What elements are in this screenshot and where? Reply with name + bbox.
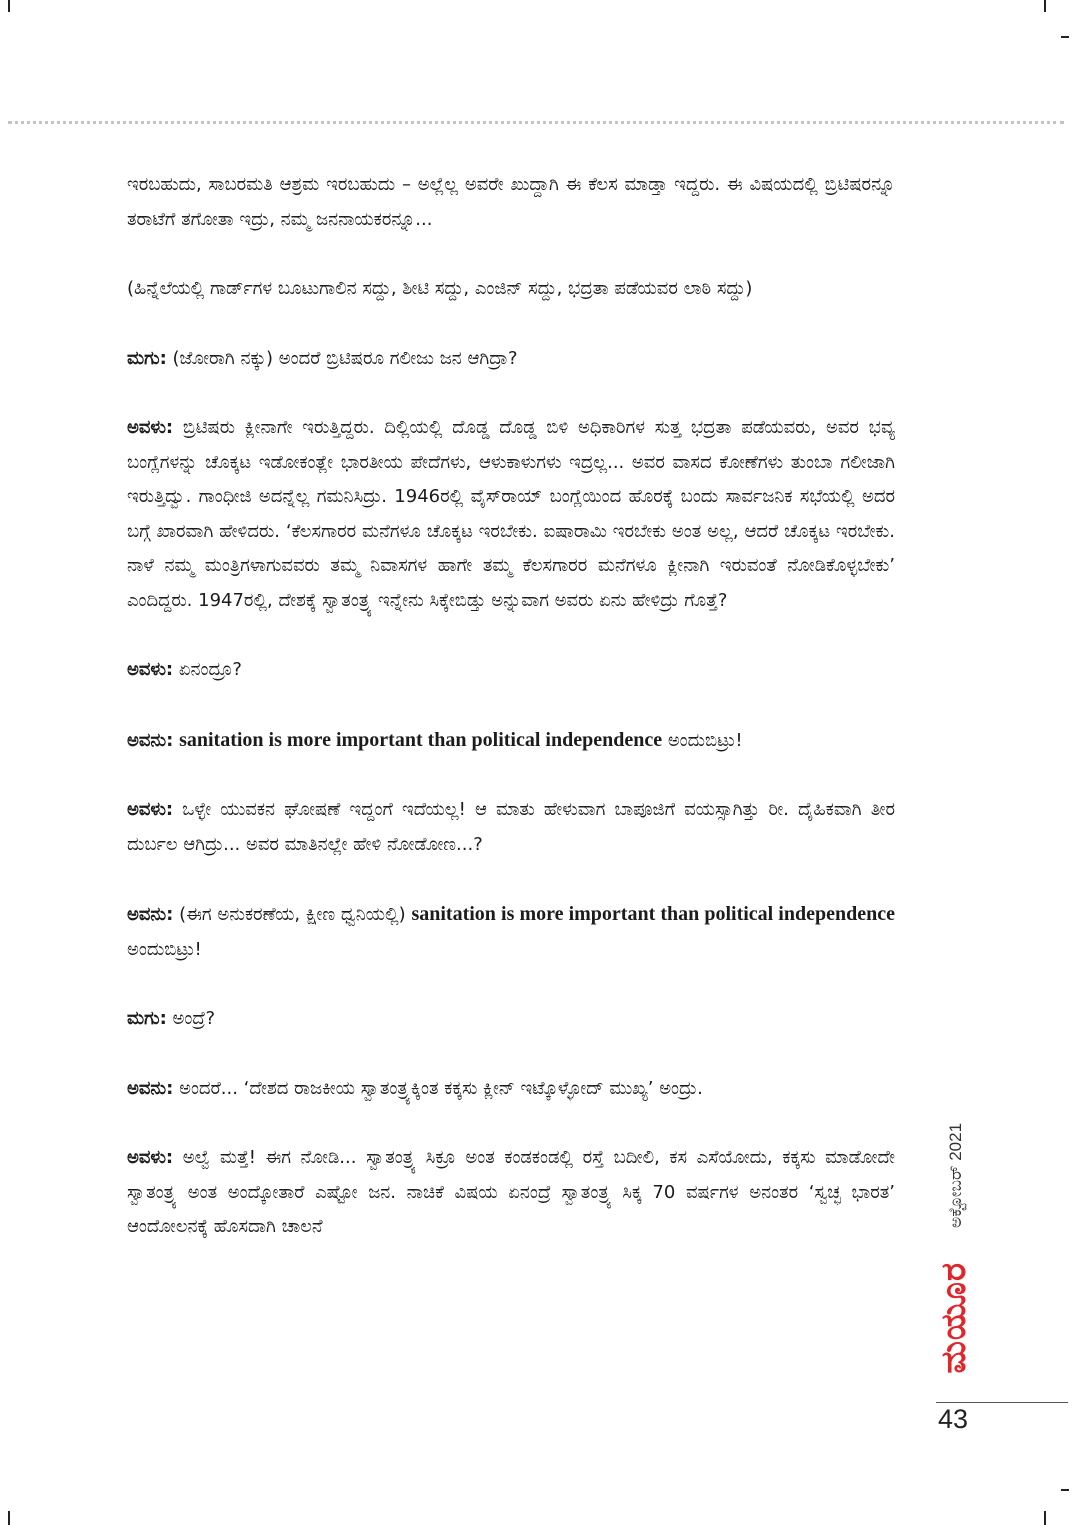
paragraph-text: ಇರಬಹುದು, ಸಾಬರಮತಿ ಆಶ್ರಮ ಇರಬಹುದು – ಅಲ್ಲೆಲ್ಲ ಅವರೇ ಖುದ್ದಾಗಿ ಈ ಕೆಲಸ ಮಾಡ್ತಾ ಇದ್ದರು. ಈ ವಿಷಯದಲ್ಲಿ ಬ್ರಿಟಿಷರನ್ನೂ ತರಾಟೆಗೆ ತಗೋತಾ ಇದ್ರು, ನಮ್ಮ ಜನನಾಯಕರನ್ನೂ... xyxy=(127,174,895,230)
article-paragraph xyxy=(127,1141,895,1245)
speaker-label: ಅವಳು: xyxy=(127,799,174,820)
article-paragraph xyxy=(127,1002,895,1037)
speaker-label: ಅವನು: xyxy=(127,729,174,751)
paragraph-tail: ಅಂದುಬಿಟ್ರು! xyxy=(662,729,743,751)
crop-mark-right-bottom xyxy=(1061,1489,1069,1491)
crop-mark-top-left xyxy=(8,0,10,12)
crop-mark-bottom-left xyxy=(8,1511,10,1525)
article-paragraph xyxy=(127,1072,895,1107)
speaker-label: ಅವಳು: xyxy=(127,1147,174,1168)
paragraph-text: (ಹಿನ್ನೆಲೆಯಲ್ಲಿ ಗಾರ್ಡ್‌ಗಳ ಬೂಟುಗಾಲಿನ ಸದ್ದು, ಶೀಟಿ ಸದ್ದು, ಎಂಜಿನ್ ಸದ್ದು, ಭದ್ರತಾ ಪಡೆಯವರ ಲಾಠಿ ಸದ್ದು) xyxy=(127,278,753,299)
paragraph-text: (ಜೋರಾಗಿ ನಕ್ಕು) ಅಂದರೆ ಬ್ರಿಟಿಷರೂ ಗಲೀಜು ಜನ ಆಗಿದ್ರಾ? xyxy=(166,347,518,369)
speaker-label: ಅವಳು: xyxy=(127,659,174,680)
article-paragraph xyxy=(127,168,895,237)
speaker-label: ಮಗು: xyxy=(127,347,167,369)
speaker-label: ಮಗು: xyxy=(127,1008,167,1029)
issue-date: ಅಕ್ಟೋಬರ್ 2021 xyxy=(946,1122,965,1228)
paragraph-text: ಬ್ರಿಟಿಷರು ಕ್ಲೀನಾಗೇ ಇರುತ್ತಿದ್ದರು. ದಿಲ್ಲಿಯಲ್ಲಿ ದೊಡ್ಡ ದೊಡ್ಡ ಬಿಳಿ ಅಧಿಕಾರಿಗಳ ಸುತ್ತ ಭದ್ರತಾ ಪಡೆಯವರು, ಅವರ ಭವ್ಯ ಬಂಗ್ಲೆಗಳನ್ನು ಚೊಕ್ಕಟ ಇಡೋಕಂತ್ಲೇ ಭಾರತೀಯ ಪೇದೆಗಳು, ಆಳುಕಾಳುಗಳು ಇದ್ರಲ್ಲ... ಅವರ ವಾಸದ ಕೋಣೆಗಳು ತುಂಬಾ ಗಲೀಜಾಗಿ ಇರುತ್ತಿದ್ವು. ಗಾಂಧೀಜಿ ಅದನ್ನೆಲ್ಲ ಗಮನಿಸಿದ್ರು. 1946ರಲ್ಲಿ ವೈಸ್‌ರಾಯ್ ಬಂಗ್ಲೆಯಿಂದ ಹೊರಕ್ಕೆ ಬಂದು ಸಾರ್ವಜನಿಕ ಸಭೆಯಲ್ಲಿ ಅದರ ಬಗ್ಗೆ ಖಾರವಾಗಿ ಹೇಳಿದರು. ‘ಕೆಲಸಗಾರರ ಮನೆಗಳೂ ಚೊಕ್ಕಟ ಇರಬೇಕು. ಐಷಾರಾಮಿ ಇರಬೇಕು ಅಂತ ಅಲ್ಲ, ಆದರೆ ಚೊಕ್ಕಟ ಇರಬೇಕು. ನಾಳೆ ನಮ್ಮ ಮಂತ್ರಿಗಳಾಗುವವರು ತಮ್ಮ ನಿವಾಸಗಳ ಹಾಗೇ ತಮ್ಮ ಕೆಲಸಗಾರರ ಮನೆಗಳೂ ಕ್ಲೀನಾಗಿ ಇರುವಂತೆ ನೋಡಿಕೊಳ್ಳಬೇಕು’ ಎಂದಿದ್ದರು. 1947ರಲ್ಲಿ, ದೇಶಕ್ಕೆ ಸ್ವಾತಂತ್ರ್ಯ ಇನ್ನೇನು ಸಿಕ್ಕೇಬಿಡ್ತು ಅನ್ನುವಾಗ ಅವರು ಏನು ಹೇಳಿದ್ರು ಗೊತ್ತೆ? xyxy=(127,417,895,611)
article-paragraph xyxy=(127,272,895,307)
speaker-label: ಅವಳು: xyxy=(127,417,174,438)
page-number-rule xyxy=(936,1402,1068,1403)
article-body xyxy=(127,168,895,1280)
speaker-label: ಅವನು: xyxy=(127,904,174,925)
page-number: 43 xyxy=(938,1404,969,1434)
article-paragraph xyxy=(127,411,895,618)
magazine-logo: ಮಯೂರ xyxy=(934,1262,974,1374)
english-quote: sanitation is more important than political independence xyxy=(179,728,663,751)
paragraph-text: (ಈಗ ಅನುಕರಣೆಯ, ಕ್ಷೀಣ ಧ್ವನಿಯಲ್ಲಿ) xyxy=(173,904,412,925)
article-paragraph xyxy=(127,653,895,688)
crop-mark-right-top xyxy=(1061,36,1069,38)
english-quote: sanitation is more important than political independence xyxy=(411,903,895,925)
header-dotted-rule xyxy=(8,121,1064,124)
paragraph-tail: ಅಂದುಬಿಟ್ರು! xyxy=(127,938,202,960)
speaker-label: ಅವನು: xyxy=(127,1077,174,1099)
article-paragraph xyxy=(127,793,895,862)
article-paragraph xyxy=(127,897,895,967)
article-paragraph xyxy=(127,342,895,377)
paragraph-text: ಏನಂದ್ರೂ? xyxy=(173,659,242,680)
crop-mark-bottom-right xyxy=(1044,1511,1046,1525)
article-paragraph xyxy=(127,723,895,759)
crop-mark-top-right xyxy=(1044,0,1046,12)
paragraph-text: ಒಳ್ಳೇ ಯುವಕನ ಘೋಷಣೆ ಇದ್ದಂಗೆ ಇದೆಯಲ್ಲ! ಆ ಮಾತು ಹೇಳುವಾಗ ಬಾಪೂಜಿಗೆ ವಯಸ್ಸಾಗಿತ್ತು ರೀ. ದೈಹಿಕವಾಗಿ ತೀರ ದುರ್ಬಲ ಆಗಿದ್ರು... ಅವರ ಮಾತಿನಲ್ಲೇ ಹೇಳಿ ನೋಡೋಣ...? xyxy=(127,799,895,855)
paragraph-text: ಅಂದರೆ... ‘ದೇಶದ ರಾಜಕೀಯ ಸ್ವಾತಂತ್ರ್ಯಕ್ಕಿಂತ ಕಕ್ಕಸು ಕ್ಲೀನ್ ಇಟ್ಕೊಳ್ಳೋದ್ ಮುಖ್ಯ’ ಅಂದ್ರು. xyxy=(173,1077,703,1099)
paragraph-text: ಅಂದ್ರೆ? xyxy=(166,1008,216,1029)
paragraph-text: ಅಲ್ವೆ ಮತ್ತೆ! ಈಗ ನೋಡಿ... ಸ್ವಾತಂತ್ರ್ಯ ಸಿಕ್ರೂ ಅಂತ ಕಂಡಕಂಡಲ್ಲಿ ರಸ್ತೆ ಬದೀಲಿ, ಕಸ ಎಸೆಯೋದು, ಕಕ್ಕಸು ಮಾಡೋದೇ ಸ್ವಾತಂತ್ರ್ಯ ಅಂತ ಅಂದ್ಕೋತಾರೆ ಎಷ್ಟೋ ಜನ. ನಾಚಿಕೆ ವಿಷಯ ಏನಂದ್ರೆ ಸ್ವಾತಂತ್ರ್ಯ ಸಿಕ್ಕ 70 ವರ್ಷಗಳ ಅನಂತರ ‘ಸ್ವಚ್ಛ ಭಾರತ’ ಆಂದೋಲನಕ್ಕೆ ಹೊಸದಾಗಿ ಚಾಲನೆ xyxy=(127,1147,895,1237)
